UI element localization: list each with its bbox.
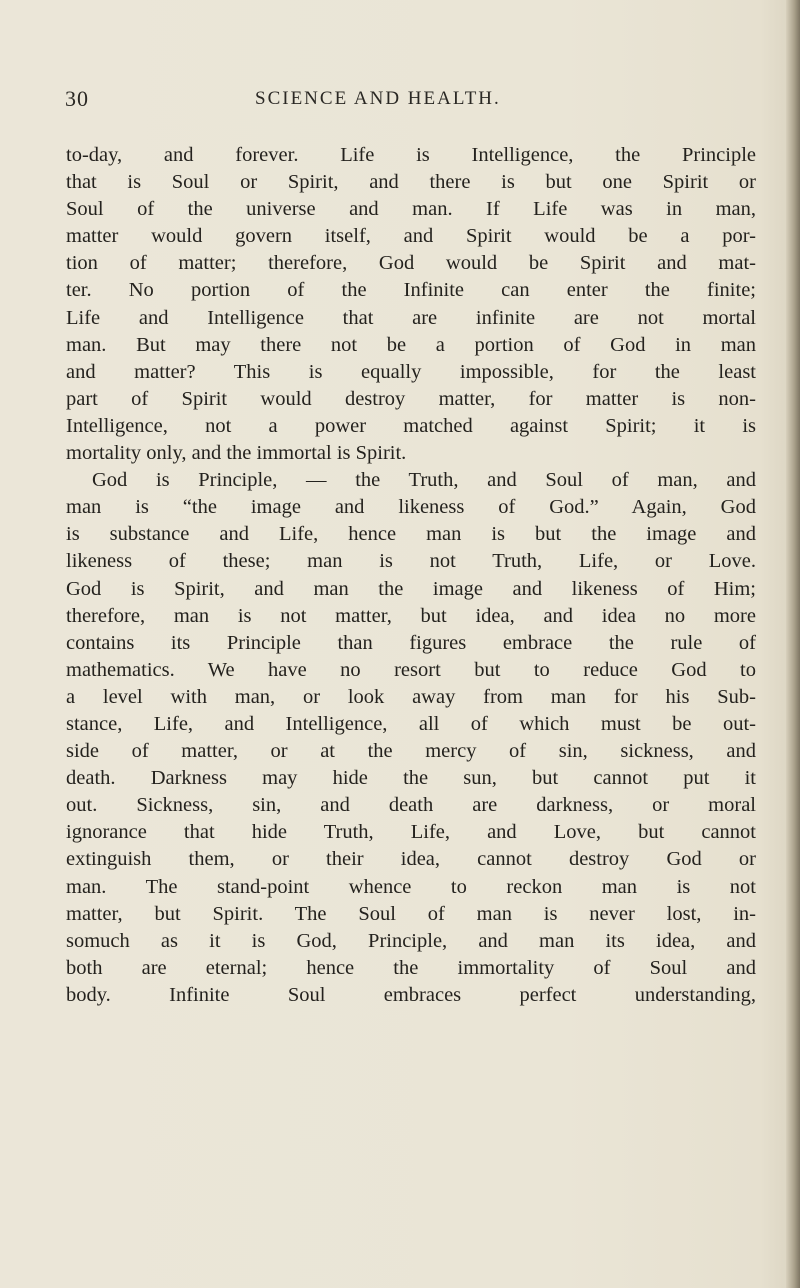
text-line: man is “the image and likeness of God.” Again, God [66,496,756,519]
text-line: Intelligence, not a power matched against Spirit; it is [66,414,756,437]
text-line: likeness of these; man is not Truth, Life, or Love. [66,550,756,573]
text-line: that is Soul or Spirit, and there is but one Spirit or [66,171,756,194]
text-line: matter would govern itself, and Spirit would be a por- [66,225,756,248]
text-line: ter. No portion of the Infinite can enter the finite; [66,279,756,302]
text-line: matter, but Spirit. The Soul of man is never lost, in- [66,902,756,925]
text-line: God is Spirit, and man the image and likeness of Him; [66,577,756,600]
running-head: SCIENCE AND HEALTH. [255,88,501,109]
text-line: Life and Intelligence that are infinite are not mortal [66,306,756,329]
text-line: part of Spirit would destroy matter, for matter is non- [66,387,756,410]
text-line: a level with man, or look away from man for his Sub- [66,685,756,708]
text-line: tion of matter; therefore, God would be Spirit and mat- [66,252,756,275]
page-header [65,86,735,116]
text-line: to-day, and forever. Life is Intelligence, the Principle [66,144,756,166]
text-line: extinguish them, or their idea, cannot destroy God or [66,848,756,871]
text-line: is substance and Life, hence man is but the image and [66,523,756,546]
text-line: death. Darkness may hide the sun, but cannot put it [66,767,756,790]
text-line: out. Sickness, sin, and death are darkness, or moral [66,794,756,817]
text-line: both are eternal; hence the immortality of Soul and [66,956,756,979]
text-line: contains its Principle than figures embrace the rule of [66,631,756,654]
text-line: body. Infinite Soul embraces perfect understanding, [66,983,756,1006]
body-text [66,142,756,1009]
paragraph-end-line: mortality only, and the immortal is Spirit. [66,442,407,465]
text-line: man. The stand-point whence to reckon man is not [66,875,756,898]
text-line: mathematics. We have no resort but to reduce God to [66,658,756,681]
page-number: 30 [65,86,89,111]
text-line: and matter? This is equally impossible, for the least [66,360,756,383]
text-line: man. But may there not be a portion of God in man [66,333,756,356]
text-line: ignorance that hide Truth, Life, and Love, but cannot [66,821,756,844]
text-line: stance, Life, and Intelligence, all of which must be out- [66,712,756,735]
text-line: somuch as it is God, Principle, and man its idea, and [66,929,756,952]
page-edge-shadow [786,0,800,1288]
text-line: Soul of the universe and man. If Life was in man, [66,198,756,221]
paragraph-start-line: God is Principle, — the Truth, and Soul of man, and [92,469,756,492]
text-line: therefore, man is not matter, but idea, and idea no more [66,604,756,627]
text-line: side of matter, or at the mercy of sin, sickness, and [66,740,756,763]
